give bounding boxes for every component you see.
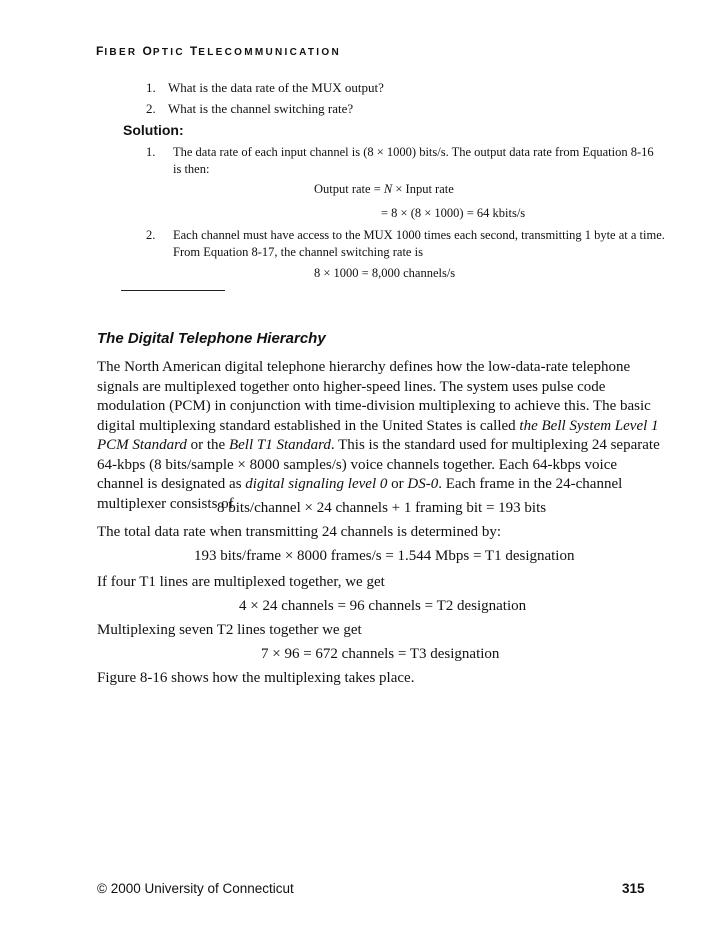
equation: 193 bits/frame × 8000 frames/s = 1.544 Mbps = T1 designation bbox=[194, 548, 575, 564]
question-text: What is the channel switching rate? bbox=[168, 101, 354, 116]
running-header bbox=[96, 44, 341, 58]
equation: 8 × 1000 = 8,000 channels/s bbox=[314, 266, 456, 280]
body-line: Multiplexing seven T2 lines together we get bbox=[97, 622, 362, 638]
equation-part: × Input rate bbox=[392, 182, 454, 196]
page-number: 315 bbox=[622, 881, 645, 896]
equation: 4 × 24 channels = 96 channels = T2 designation bbox=[239, 598, 527, 614]
paragraph-text: or the bbox=[186, 437, 229, 453]
body-line: The total data rate when transmitting 24 channels is determined by: bbox=[97, 524, 502, 540]
equation-variable: N bbox=[383, 182, 393, 196]
paragraph-emphasis: Bell T1 Standard bbox=[228, 437, 331, 453]
paragraph-text: . Each frame in the 24-channel multiplexer consists of bbox=[97, 476, 623, 512]
solution-number: 2. bbox=[146, 228, 156, 242]
header-part: F bbox=[96, 44, 105, 58]
header-part: O bbox=[142, 44, 153, 58]
body-line: If four T1 lines are multiplexed together, we get bbox=[97, 574, 385, 590]
paragraph-text: or bbox=[387, 476, 408, 492]
paragraph-text: The North American digital telephone hierarchy defines how the low-data-rate telephone signals are multiplexed together onto higher-speed lines. The system uses pulse code modulation (PCM) in conjunction with time-division multiplexing to achieve this. The basic digital multiplexing standard established in the United States is called bbox=[97, 359, 651, 434]
equation bbox=[314, 181, 454, 197]
solution-label: Solution: bbox=[123, 122, 184, 138]
equation-part: Output rate = bbox=[314, 182, 384, 196]
section-heading: The Digital Telephone Hierarchy bbox=[97, 330, 326, 347]
paragraph-emphasis: DS-0 bbox=[407, 476, 439, 492]
body-paragraph bbox=[97, 358, 660, 514]
paragraph-emphasis: the Bell System Level 1 PCM Standard bbox=[97, 417, 659, 453]
question-number: 2. bbox=[146, 101, 156, 116]
header-part: ELECOMMUNICATION bbox=[198, 47, 341, 58]
question-number: 1. bbox=[146, 80, 156, 95]
question-text: What is the data rate of the MUX output? bbox=[168, 80, 384, 95]
equation: = 8 × (8 × 1000) = 64 kbits/s bbox=[381, 206, 526, 220]
divider-rule bbox=[121, 290, 225, 291]
equation: 7 × 96 = 672 channels = T3 designation bbox=[261, 646, 500, 662]
equation: 8 bits/channel × 24 channels + 1 framing bit = 193 bits bbox=[217, 500, 547, 516]
solution-number: 1. bbox=[146, 145, 156, 159]
paragraph-text: . This is the standard used for multiplexing 24 separate 64-kbps (8 bits/sample × 8000 samples/s) voice channels together. Each 64-kbps voice channel is designated as bbox=[97, 437, 660, 492]
header-part: IBER bbox=[104, 47, 143, 58]
header-part: T bbox=[189, 44, 199, 58]
paragraph-emphasis: digital signaling level 0 bbox=[245, 476, 388, 492]
solution-text: Each channel must have access to the MUX 1000 times each second, transmitting 1 byte at a time. From Equation 8-17, the channel switching rate is bbox=[173, 228, 665, 259]
header-part: PTIC bbox=[152, 47, 190, 58]
solution-text: The data rate of each input channel is (8 × 1000) bits/s. The output data rate from Equation 8-16 is then: bbox=[173, 145, 654, 176]
body-line: Figure 8-16 shows how the multiplexing takes place. bbox=[97, 670, 415, 686]
footer-copyright: © 2000 University of Connecticut bbox=[97, 881, 294, 896]
